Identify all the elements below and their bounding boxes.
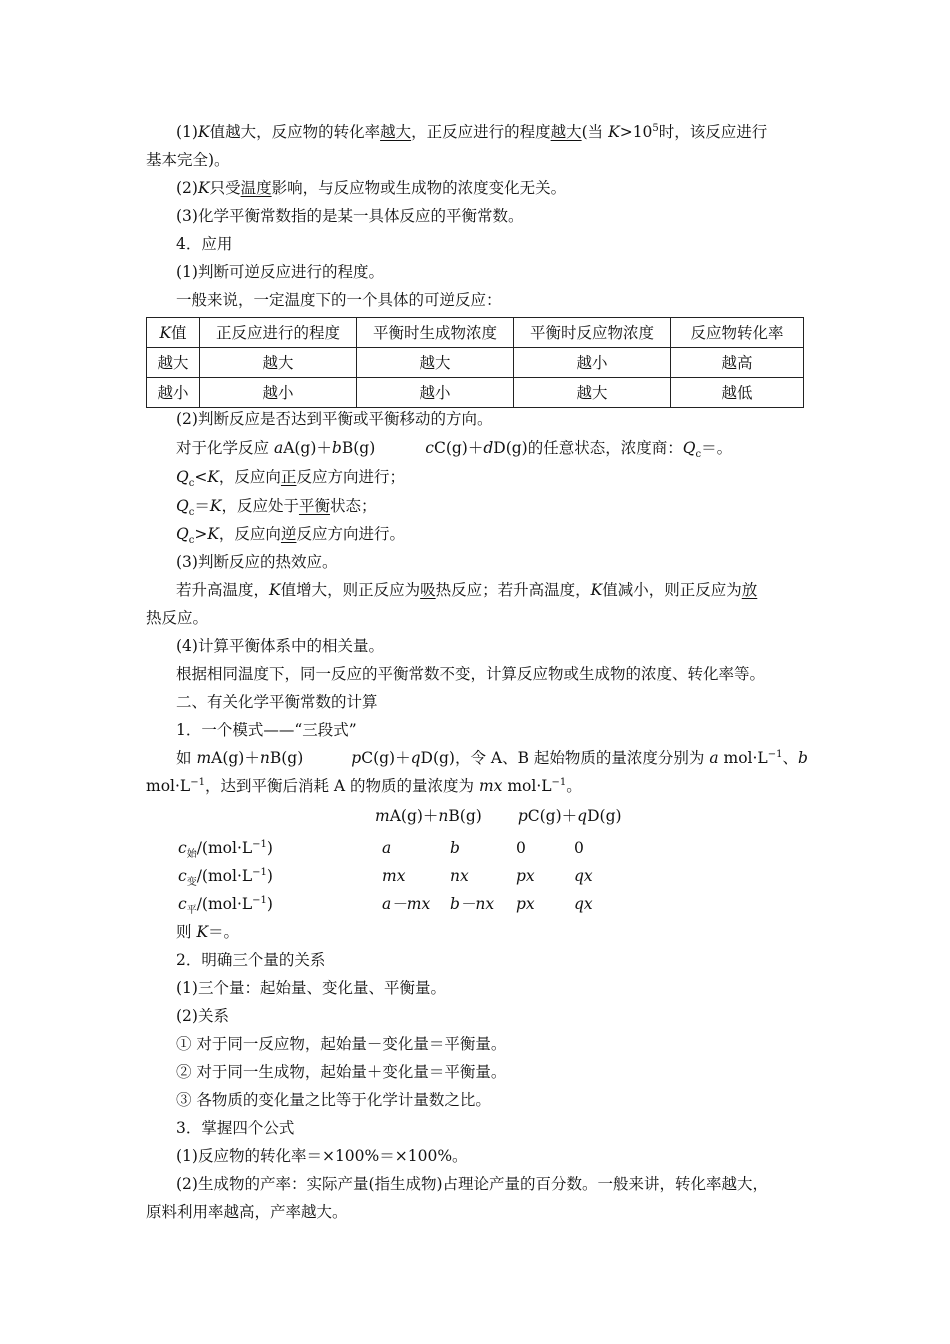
text: A(g)＋ — [283, 439, 332, 457]
table-cell: 越小 — [147, 378, 200, 408]
three-stage-cell: 0 — [516, 839, 526, 857]
table-cell: 越低 — [671, 378, 804, 408]
section-heading: 二、有关化学平衡常数的计算 — [176, 693, 378, 711]
underlined-answer: 放 — [741, 581, 758, 599]
subscript: c — [695, 449, 702, 461]
three-stage-cell: 0 — [574, 839, 584, 857]
table-cell: 越小 — [514, 348, 671, 378]
text: 值增大，则正反应为 — [280, 581, 421, 599]
variable: a — [709, 749, 719, 767]
text: D(g) — [587, 807, 622, 825]
text: ) — [266, 895, 273, 913]
three-stage-cell: mx — [382, 867, 406, 885]
exponent: −1 — [551, 776, 567, 788]
underlined-answer: 逆 — [280, 525, 297, 543]
paragraph-k-meaning-3: (3)化学平衡常数指的是某一具体反应的平衡常数。 — [176, 207, 524, 225]
text: 对于化学反应 — [176, 439, 274, 457]
text: 影响，与反应物或生成物的浓度变化无关。 — [271, 179, 567, 197]
section-heading: 4．应用 — [176, 235, 233, 253]
text: ，反应处于 — [221, 497, 299, 515]
text: ，反应向 — [218, 525, 281, 543]
three-stage-cell: nx — [450, 867, 469, 885]
k-result-line — [176, 922, 239, 942]
underlined-answer: 越大 — [380, 123, 412, 141]
text: ，达到平衡后消耗 A 的物质的量浓度为 — [204, 777, 479, 795]
text: C(g)＋ — [361, 749, 411, 767]
three-stage-cell: b－nx — [450, 895, 495, 913]
text: 、 — [782, 749, 798, 767]
subscript: 变 — [186, 877, 197, 889]
qc-case-equal — [176, 496, 377, 519]
text: ) — [266, 867, 273, 885]
text: 如 — [176, 749, 197, 767]
table-row — [147, 348, 804, 378]
section-heading: 3．掌握四个公式 — [176, 1119, 295, 1137]
section-heading: 1．一个模式——“三段式” — [176, 721, 357, 739]
coefficient: q — [410, 749, 421, 767]
coefficient: n — [438, 807, 449, 825]
text: C(g)＋ — [527, 807, 578, 825]
exponent: −1 — [767, 748, 783, 760]
text: 反应方向进行； — [296, 468, 405, 486]
table-cell: 越大 — [200, 348, 357, 378]
coefficient: q — [577, 807, 588, 825]
text: A(g)＋ — [389, 807, 439, 825]
list-item: ② 对于同一生成物，起始量＋变化量＝平衡量。 — [176, 1063, 507, 1081]
exponent: −1 — [252, 838, 267, 850]
table-header-cell: 平衡时反应物浓度 — [514, 318, 671, 348]
coefficient: p — [351, 749, 362, 767]
subscript: 平 — [186, 905, 197, 917]
underlined-answer: 吸 — [420, 581, 436, 599]
text: >10 — [619, 123, 653, 141]
exponent: 5 — [652, 122, 659, 134]
text: ，反应向 — [218, 468, 281, 486]
three-stage-cell: b — [450, 839, 460, 857]
coefficient: p — [517, 807, 528, 825]
text: B(g) — [269, 749, 304, 767]
text: B(g) — [448, 807, 482, 825]
underlined-answer: 越大 — [550, 123, 582, 141]
subscript: 始 — [186, 849, 197, 861]
paragraph-continuation: 基本完全)。 — [146, 151, 230, 169]
text: B(g) — [341, 439, 376, 457]
paragraph-k-meaning-2 — [176, 178, 566, 198]
coefficient: n — [259, 749, 270, 767]
text: 。 — [566, 777, 582, 795]
three-stage-cell: px — [516, 895, 535, 913]
three-stage-cell: qx — [574, 895, 593, 913]
subscript: c — [188, 507, 195, 519]
k-value-table — [146, 317, 804, 408]
c-symbol: c — [178, 895, 187, 913]
coefficient: m — [375, 807, 390, 825]
paragraph: (2)生成物的产率：实际产量(指生成物)占理论产量的百分数。一般来讲，转化率越大， — [176, 1175, 769, 1193]
list-item: ① 对于同一反应物，起始量－变化量＝平衡量。 — [176, 1035, 507, 1053]
table-row — [147, 378, 804, 408]
subsection-heading: (4)计算平衡体系中的相关量。 — [176, 637, 384, 655]
table-cell: 越小 — [200, 378, 357, 408]
list-item: ③ 各物质的变化量之比等于化学计量数之比。 — [176, 1091, 491, 1109]
paragraph-k-meaning-1 — [176, 122, 767, 142]
table-cell: 越大 — [147, 348, 200, 378]
table-cell: 越小 — [357, 378, 514, 408]
text: (当 — [581, 123, 609, 141]
coefficient: c — [425, 439, 434, 457]
c-symbol: c — [178, 867, 187, 885]
underlined-answer: 平衡 — [298, 497, 330, 515]
text: 值越大，反应物的转化率 — [209, 123, 381, 141]
subscript: c — [188, 478, 195, 490]
coefficient: b — [331, 439, 342, 457]
table-header-row — [147, 318, 804, 348]
q-symbol: Q — [176, 525, 189, 543]
exponent: −1 — [252, 894, 267, 906]
coefficient: m — [196, 749, 212, 767]
qc-case-greater — [176, 524, 405, 547]
text: 时，该反应进行 — [658, 123, 768, 141]
c-symbol: c — [178, 839, 187, 857]
coefficient: d — [483, 439, 494, 457]
table-cell: 越大 — [514, 378, 671, 408]
three-stage-row-label — [178, 894, 273, 917]
text: (2) — [176, 179, 198, 197]
k-symbol: K — [197, 179, 210, 197]
underlined-answer: 温度 — [240, 179, 272, 197]
heat-effect-paragraph — [176, 580, 757, 600]
exponent: −1 — [190, 776, 205, 788]
paragraph: (1)三个量：起始量、变化量、平衡量。 — [176, 979, 446, 997]
unit: mol·L — [502, 777, 552, 795]
coefficient: a — [273, 439, 284, 457]
table-header-cell: 平衡时生成物浓度 — [357, 318, 514, 348]
three-stage-cell: a — [382, 839, 392, 857]
unit: /(mol·L — [196, 867, 253, 885]
unit: /(mol·L — [196, 895, 253, 913]
q-symbol: Q — [176, 468, 189, 486]
text: 若升高温度， — [176, 581, 270, 599]
reaction-paragraph — [176, 438, 733, 461]
section-heading: 2．明确三个量的关系 — [176, 951, 326, 969]
paragraph: 一般来说，一定温度下的一个具体的可逆反应： — [176, 291, 502, 309]
text: 热反应；若升高温度， — [435, 581, 591, 599]
text: (1) — [176, 123, 198, 141]
text: ＝。 — [208, 923, 240, 941]
k-symbol: K — [590, 581, 603, 599]
unit: /(mol·L — [196, 839, 253, 857]
text: D(g)，令 A、B 起始物质的量浓度分别为 — [420, 749, 710, 767]
table-cell: 越大 — [357, 348, 514, 378]
model-paragraph — [176, 748, 808, 768]
text: ，正反应进行的程度 — [411, 123, 551, 141]
text: ) — [266, 839, 273, 857]
three-stage-row-label — [178, 838, 273, 861]
underlined-answer: 正 — [280, 468, 297, 486]
subsection-heading: (2)判断反应是否达到平衡或平衡移动的方向。 — [176, 410, 493, 428]
k-symbol: K — [207, 525, 219, 543]
table-header-cell: 正反应进行的程度 — [200, 318, 357, 348]
formula-paragraph: (1)反应物的转化率＝×100%＝×100%。 — [176, 1147, 468, 1165]
operator: < — [194, 468, 208, 486]
qc-case-less — [176, 467, 405, 490]
k-symbol: K — [269, 581, 281, 599]
paragraph-continuation: 原料利用率越高，产率越大。 — [146, 1203, 348, 1221]
unit: mol·L — [146, 777, 191, 795]
paragraph: 根据相同温度下，同一反应的平衡常数不变，计算反应物或生成物的浓度、转化率等。 — [176, 665, 766, 683]
model-paragraph-continuation — [146, 776, 582, 796]
k-symbol: K — [608, 123, 620, 141]
three-stage-row-label — [178, 866, 273, 889]
text: A(g)＋ — [211, 749, 260, 767]
text: 值减小，则正反应为 — [602, 581, 742, 599]
k-symbol: K — [196, 923, 209, 941]
subsection-heading: (3)判断反应的热效应。 — [176, 553, 338, 571]
text: ＝。 — [701, 439, 733, 457]
subscript: c — [188, 535, 195, 547]
table-cell: 越高 — [671, 348, 804, 378]
text: 状态； — [329, 497, 377, 515]
text: C(g)＋ — [433, 439, 484, 457]
text: 反应方向进行。 — [296, 525, 405, 543]
table-header-cell: 反应物转化率 — [671, 318, 804, 348]
text: D(g)的任意状态，浓度商： — [493, 439, 683, 457]
paragraph: (2)关系 — [176, 1007, 229, 1025]
k-symbol: K — [197, 123, 210, 141]
three-stage-cell: a－mx — [382, 895, 431, 913]
q-symbol: Q — [176, 497, 189, 515]
operator: > — [194, 525, 208, 543]
subsection-heading: (1)判断可逆反应进行的程度。 — [176, 263, 384, 281]
variable: b — [798, 749, 808, 767]
exponent: −1 — [252, 866, 267, 878]
q-symbol: Q — [682, 439, 696, 457]
paragraph-continuation: 热反应。 — [146, 609, 209, 627]
three-stage-cell: qx — [574, 867, 593, 885]
unit: mol·L — [718, 749, 768, 767]
k-symbol: K — [207, 468, 219, 486]
text: 只受 — [209, 179, 241, 197]
variable: mx — [478, 777, 503, 795]
three-stage-equation — [375, 806, 622, 826]
text: 则 — [176, 923, 197, 941]
k-symbol: K — [209, 497, 222, 515]
operator: ＝ — [194, 497, 210, 515]
table-header-cell: K值 — [147, 318, 200, 348]
three-stage-cell: px — [516, 867, 535, 885]
